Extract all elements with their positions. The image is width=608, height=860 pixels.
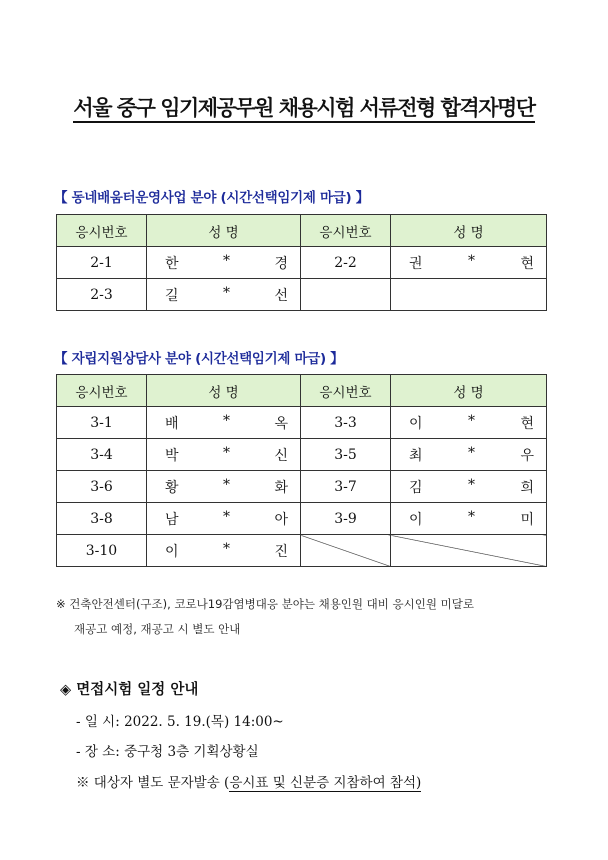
column-header: 응시번호 xyxy=(301,375,391,407)
applicant-name xyxy=(147,535,301,567)
applicant-name xyxy=(147,471,301,503)
name-char: 현 xyxy=(520,255,534,272)
recruitment-note xyxy=(56,592,556,642)
name-char: 진 xyxy=(274,543,288,560)
name-chars xyxy=(147,253,300,273)
name-chars xyxy=(147,413,300,433)
name-chars xyxy=(147,509,300,529)
name-chars xyxy=(147,445,300,465)
column-header: 응시번호 xyxy=(301,215,391,247)
name-char: 이 xyxy=(409,415,423,432)
name-char: 현 xyxy=(520,415,534,432)
name-chars xyxy=(391,413,546,433)
name-chars xyxy=(391,477,546,497)
name-char: 아 xyxy=(274,511,288,528)
table-row xyxy=(57,471,547,503)
empty-cell xyxy=(301,535,391,567)
name-char: 배 xyxy=(165,415,179,432)
applicant-number: 3-8 xyxy=(57,503,147,535)
empty-cell xyxy=(391,279,547,311)
name-char: 이 xyxy=(165,543,179,560)
table-row xyxy=(57,439,547,471)
name-char: 최 xyxy=(409,447,423,464)
masked-char: * xyxy=(223,284,230,301)
name-char: 우 xyxy=(520,447,534,464)
table-row xyxy=(57,407,547,439)
name-chars xyxy=(391,509,546,529)
section1-table xyxy=(56,214,547,311)
applicant-name xyxy=(391,247,547,279)
applicant-name xyxy=(147,439,301,471)
table-row xyxy=(57,503,547,535)
applicant-number: 3-4 xyxy=(57,439,147,471)
applicant-number: 3-5 xyxy=(301,439,391,471)
name-chars xyxy=(391,253,546,273)
name-char: 선 xyxy=(274,287,288,304)
applicant-number: 3-6 xyxy=(57,471,147,503)
note-line-2: 재공고 예정, 재공고 시 별도 안내 xyxy=(74,622,241,636)
applicant-number: 2-2 xyxy=(301,247,391,279)
applicant-name xyxy=(391,503,547,535)
interview-notice xyxy=(76,771,421,791)
name-chars xyxy=(147,285,300,305)
empty-cell xyxy=(391,535,547,567)
applicant-number: 2-3 xyxy=(57,279,147,311)
applicant-number: 2-1 xyxy=(57,247,147,279)
name-char: 미 xyxy=(520,511,534,528)
masked-char: * xyxy=(468,476,475,493)
masked-char: * xyxy=(468,252,475,269)
masked-char: * xyxy=(223,252,230,269)
name-char: 화 xyxy=(274,479,288,496)
applicant-name xyxy=(391,407,547,439)
header-row xyxy=(57,375,547,407)
applicant-number: 3-7 xyxy=(301,471,391,503)
interview-place: - 장 소: 중구청 3층 기획상황실 xyxy=(76,744,259,760)
header-row xyxy=(57,215,547,247)
name-chars xyxy=(391,445,546,465)
notice-prefix: ※ 대상자 별도 문자발송 ( xyxy=(76,775,230,791)
name-char: 길 xyxy=(165,287,179,304)
column-header: 응시번호 xyxy=(57,375,147,407)
name-chars xyxy=(147,541,300,561)
applicant-name xyxy=(147,247,301,279)
table-row xyxy=(57,247,547,279)
name-char: 권 xyxy=(409,255,423,272)
name-char: 이 xyxy=(409,511,423,528)
name-char: 옥 xyxy=(274,415,288,432)
masked-char: * xyxy=(223,444,230,461)
applicant-name xyxy=(391,439,547,471)
column-header: 성 명 xyxy=(391,215,547,247)
applicant-number: 3-1 xyxy=(57,407,147,439)
masked-char: * xyxy=(223,476,230,493)
note-line-1: ※ 건축안전센터(구조), 코로나19감염병대응 분야는 채용인원 대비 응시인원 미달로 xyxy=(56,597,474,611)
masked-char: * xyxy=(223,540,230,557)
name-char: 황 xyxy=(165,479,179,496)
column-header: 성 명 xyxy=(147,375,301,407)
name-char: 신 xyxy=(274,447,288,464)
name-char: 김 xyxy=(409,479,423,496)
applicant-name xyxy=(391,471,547,503)
name-chars xyxy=(147,477,300,497)
table-row xyxy=(57,535,547,567)
table-row xyxy=(57,279,547,311)
column-header: 성 명 xyxy=(391,375,547,407)
interview-date: - 일 시: 2022. 5. 19.(목) 14:00~ xyxy=(76,714,284,730)
column-header: 성 명 xyxy=(147,215,301,247)
document-title: 서울 중구 임기제공무원 채용시험 서류전형 합격자명단 xyxy=(0,92,608,122)
masked-char: * xyxy=(468,508,475,525)
name-char: 한 xyxy=(165,255,179,272)
applicant-number: 3-10 xyxy=(57,535,147,567)
masked-char: * xyxy=(223,412,230,429)
masked-char: * xyxy=(223,508,230,525)
empty-cell xyxy=(301,279,391,311)
applicant-number: 3-9 xyxy=(301,503,391,535)
interview-heading: ◈ 면접시험 일정 안내 xyxy=(60,682,199,698)
name-char: 경 xyxy=(274,255,288,272)
column-header: 응시번호 xyxy=(57,215,147,247)
notice-underlined: 응시표 및 신분증 지참하여 참석) xyxy=(229,775,422,791)
applicant-name xyxy=(147,503,301,535)
section1-heading: 【 동네배움터운영사업 분야 (시간선택임기제 마급) 】 xyxy=(54,190,369,206)
section2-table xyxy=(56,374,547,567)
section2-heading: 【 자립지원상담사 분야 (시간선택임기제 마급) 】 xyxy=(54,351,344,367)
applicant-name xyxy=(147,407,301,439)
name-char: 박 xyxy=(165,447,179,464)
applicant-number: 3-3 xyxy=(301,407,391,439)
applicant-name xyxy=(147,279,301,311)
masked-char: * xyxy=(468,412,475,429)
masked-char: * xyxy=(468,444,475,461)
name-char: 희 xyxy=(520,479,534,496)
name-char: 남 xyxy=(165,511,179,528)
